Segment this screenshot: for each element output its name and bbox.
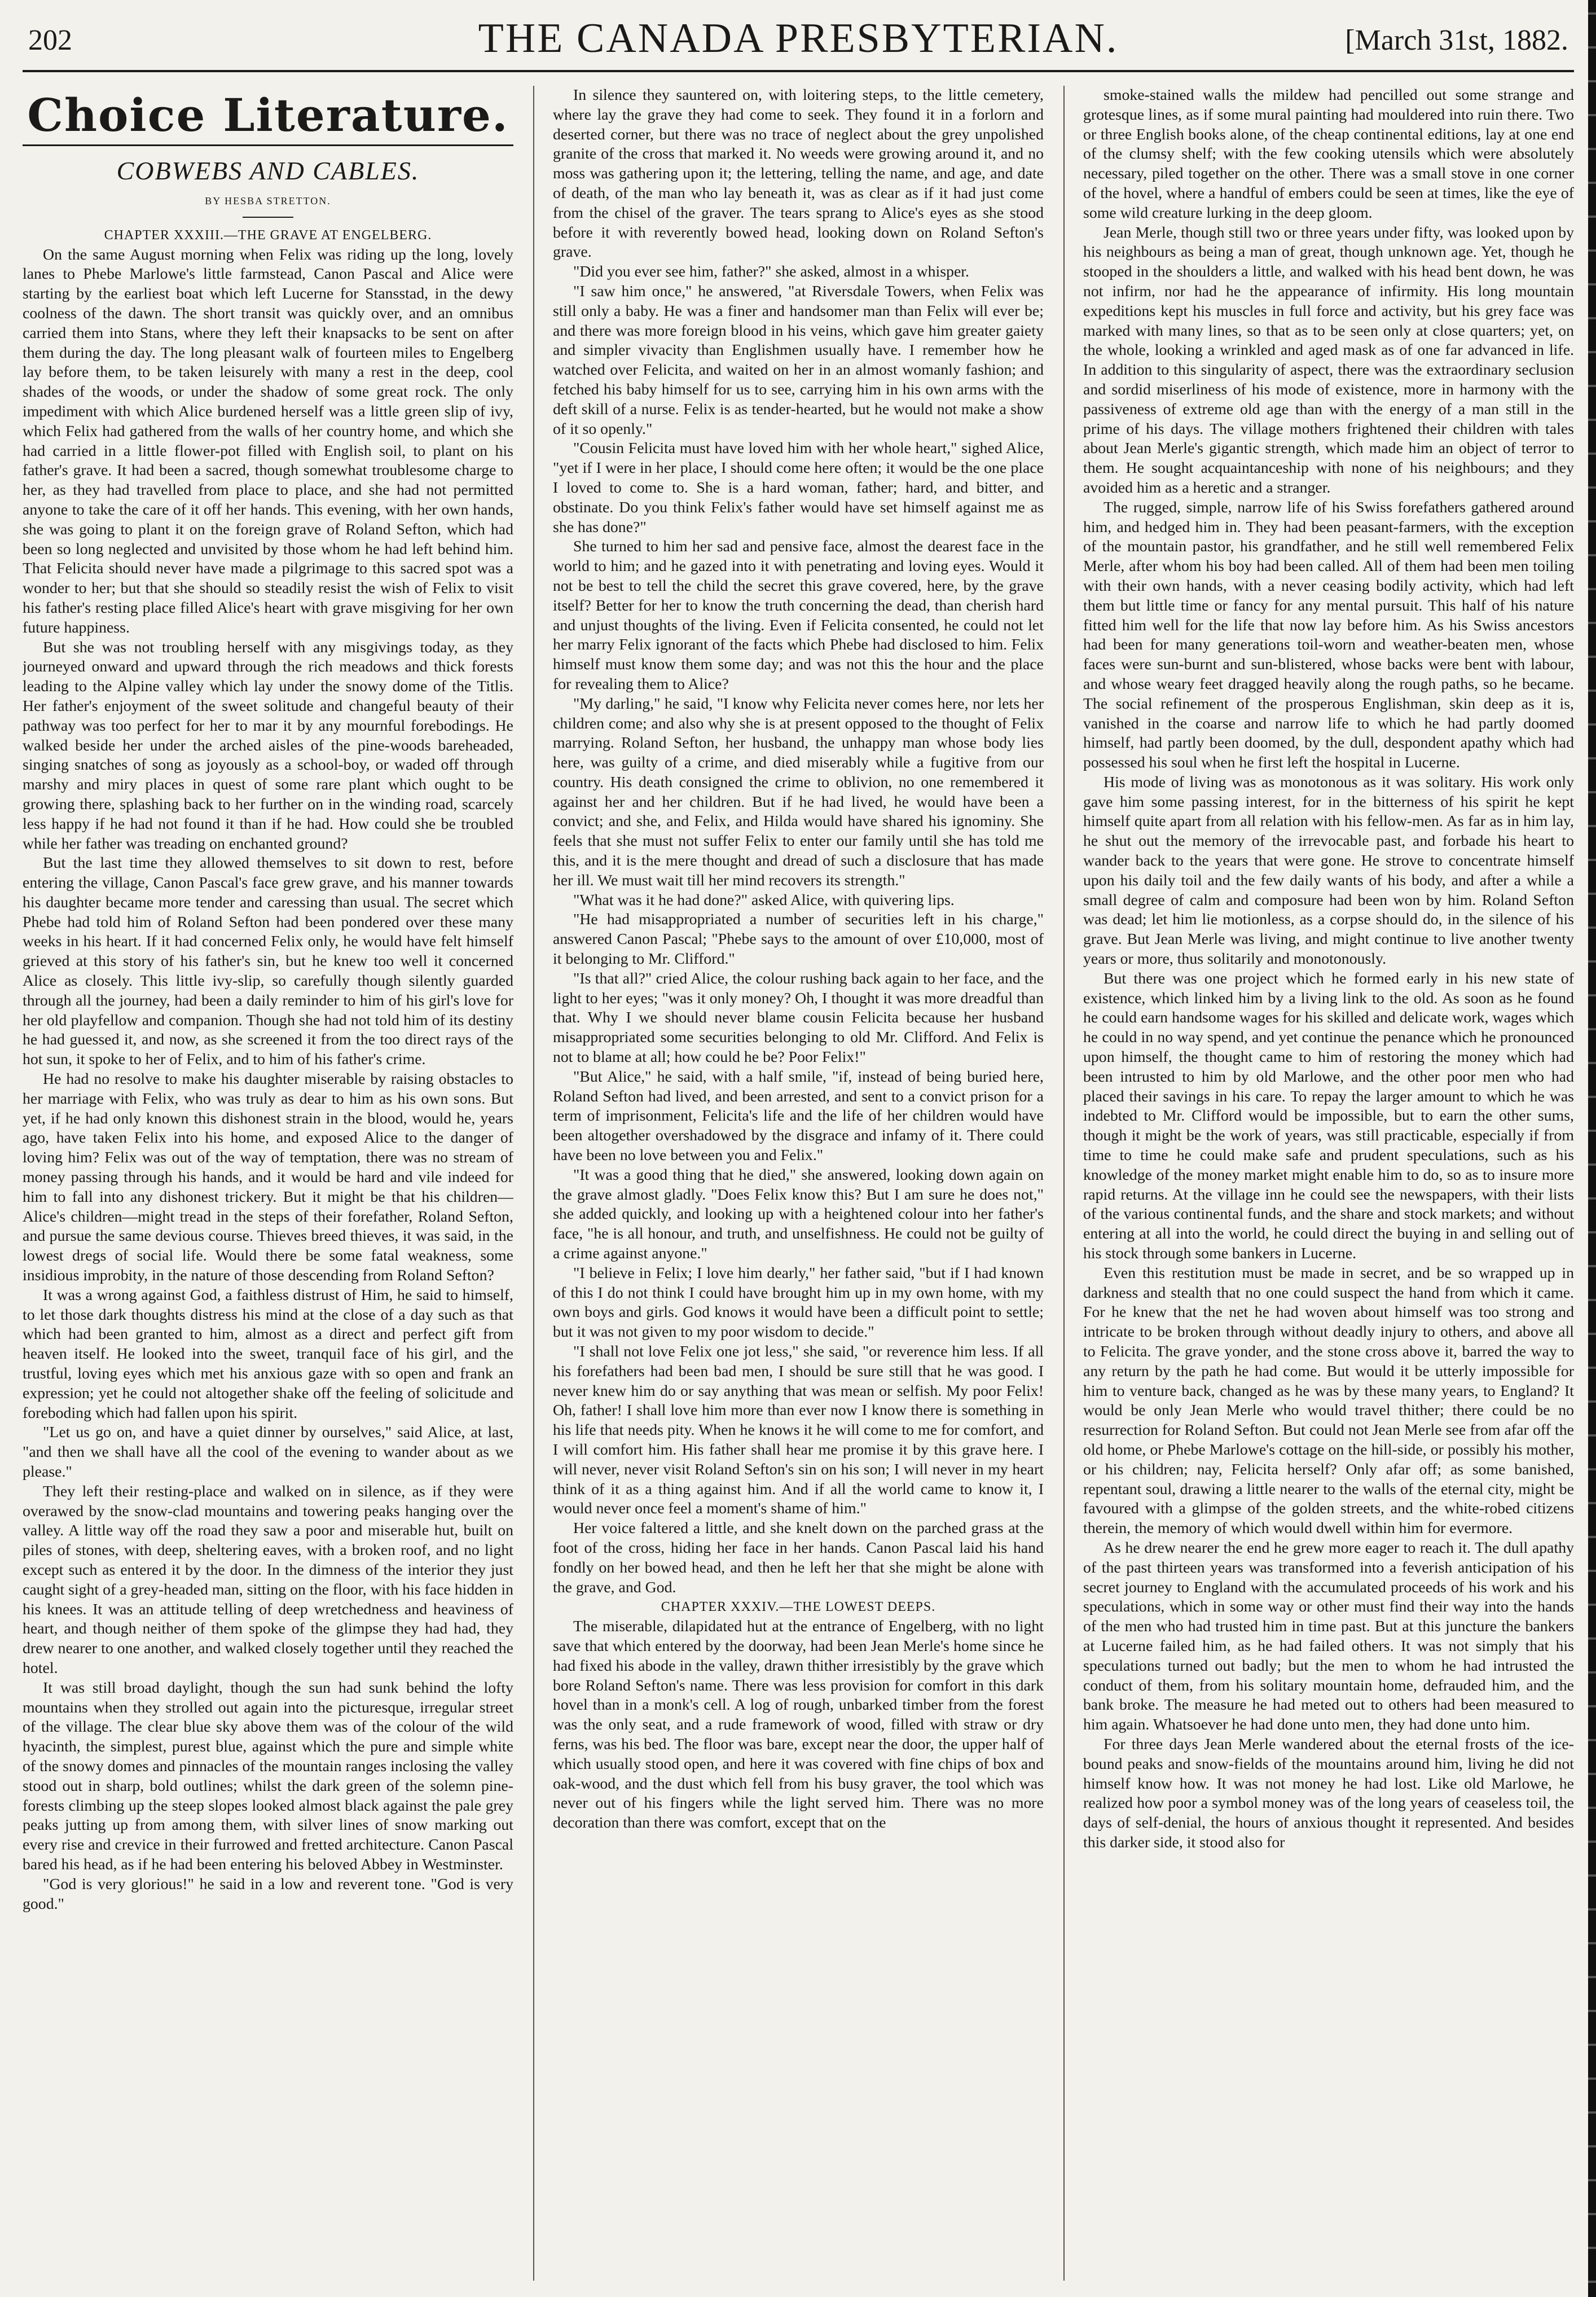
- chapter-heading: CHAPTER XXXIII.—THE GRAVE AT ENGELBERG.: [104, 227, 432, 243]
- paragraph: The rugged, simple, narrow life of his Swiss forefathers gathered around him, and hedged him in. They had been peasant-farmers, with the exception of the mountain pastor, his grandfather, and he still well remembered Felix Merle, after whom his boy had been called. All of them had been men toiling with their own hands, with a never ceasing bodily activity, which had left them but little time or fancy for any mental pursuit. This half of his nature fitted him well for the life that now lay before him. As his Swiss ancestors had been for many generations toil-worn and weather-beaten men, whose faces were sun-burnt and sun-blistered, whose backs were bent with labour, and whose weary feet dragged heavily along the rough paths, so he became. The social refinement of the prosperous Englishman, skin deep as it is, vanished in the coarse and narrow life to which he had partly doomed himself, had partly been doomed, by the dull, despondent apathy which had possessed his soul when he first left the hospital in Lucerne.: [1083, 498, 1574, 772]
- paragraph: Even this restitution must be made in secret, and be so wrapped up in darkness and stealth that no one could suspect the hand from which it came. For he knew that the net he had woven about himself was too strong and intricate to be broken through without deadly injury to others, and above all to Felicita. The grave yonder, and the stone cross above it, barred the way to any return by the path he had come. But would it be utterly impossible for him to venture back, changed as he was by these many years, to England? It would be only Jean Merle who would travel thither; there could be no resurrection for Roland Sefton. But could not Jean Merle see from afar off the old home, or Phebe Marlowe's cottage on the hill-side, or possibly his mother, or his children; nay, Felicita herself? Only afar off; as some banished, repentant soul, drawing a little nearer to the walls of the eternal city, might be favoured with a glimpse of the golden streets, and the white-robed citizens therein, the memory of which would dwell within him for evermore.: [1083, 1264, 1574, 1538]
- column-2: [553, 86, 1044, 2281]
- column-3: [1083, 86, 1574, 2281]
- masthead: [23, 11, 1574, 72]
- paragraph: For three days Jean Merle wandered about the eternal frosts of the ice-bound peaks and snow-fields of the mountains around him, living he did not himself know how. It was not money he had lost. Like old Marlowe, he realized how poor a symbol money was of the long years of ceaseless toil, the days of self-denial, the hours of anxious thought it represented. And besides this darker side, it stood also for: [1083, 1735, 1574, 1851]
- paragraph: "It was a good thing that he died," she answered, looking down again on the grave almost gladly. "Does Felix know this? But I am sure he does not," she added quickly, and looking up with a heightened colour into her father's face, "he is all honour, and truth, and unselfishness. He could not be guilty of a crime against anyone.": [553, 1166, 1044, 1263]
- paragraph: "Cousin Felicita must have loved him with her whole heart," sighed Alice, "yet if I were in her place, I should come here often; it would be the one place I loved to come to. She is a hard woman, father; hard, and bitter, and obstinate. Do you think Felix's father would have set himself against me as she has done?": [553, 440, 1044, 536]
- paragraph: "Is that all?" cried Alice, the colour rushing back again to her face, and the light to her eyes; "was it only money? Oh, I thought it was more dreadful than that. Why I we should never blame cousin Felicita because her husband misappropriated some securities belonging to old Mr. Clifford. And Felix is not to blame at all; how could he be? Poor Felix!": [553, 969, 1044, 1066]
- paragraph: As he drew nearer the end he grew more eager to reach it. The dull apathy of the past thirteen years was transformed into a feverish anticipation of his secret journey to England with the accumulated proceeds of his work and his speculations, which in some way or other must find their way into the hands of the men who had trusted him in time past. But at this juncture the bankers at Lucerne failed him, as he had failed others. It was not simply that his speculations turned out badly; but the men to whom he had intrusted the conduct of them, from his solitary mountain home, defrauded him, and the bank broke. The measure he had meted out to others had been measured to him again. Whatsoever he had done unto men, they had done unto him.: [1083, 1539, 1574, 1734]
- paragraph: In silence they sauntered on, with loitering steps, to the little cemetery, where lay the grave they had come to seek. They found it in a forlorn and deserted corner, but there was no trace of neglect about the grey unpolished granite of the cross that marked it. No weeds were growing around it, and no moss was gathering upon it; the lettering, telling the name, and age, and date of death, of the man who lay beneath it, was as clear as if it had just come from the chisel of the graver. The tears sprang to Alice's eyes as she stood before it with reverently bowed head, looking down on Roland Sefton's grave.: [553, 86, 1044, 261]
- column-1: [23, 86, 513, 2281]
- divider: [243, 217, 293, 218]
- newspaper-page: [23, 11, 1574, 2285]
- paragraph: "I shall not love Felix one jot less," she said, "or reverence him less. If all his forefathers had been bad men, I should be sure still that he was good. I never knew him do or say anything that was mean or selfish. My poor Felix! Oh, father! I shall love him more than ever now I know there is something in his life that needs pity. When he knows it he will come to me for comfort, and I will comfort him. His father shall hear me promise it by this grave here. I will never, never visit Roland Sefton's sin on his son; I will never in my heart think of it as a thing against him. And if all the world came to know it, I would never once feel a moment's shame of him.": [553, 1343, 1044, 1518]
- paragraph: But there was one project which he formed early in his new state of existence, which linked him by a living link to the old. As soon as he found he could earn handsome wages for his skilled and delicate work, wages which he could in no way spend, and yet continue the penance which he pronounced upon himself, the thought came to him of restoring the money which had been intrusted to him by old Marlowe, and the other poor men who had placed their savings in his care. To repay the larger amount to which he was indebted to Mr. Clifford would be impossible, but to earn the other sums, though it might be the work of years, was still practicable, especially if from time to time he could make safe and prudent speculations, such as his knowledge of the money market might enable him to do, so as to insure more rapid returns. At the village inn he could see the newspapers, with their lists of the various continental funds, and the share and stock markets; and without entering at all into the world, he could direct the buying in and selling out of his stock through some bankers in Lucerne.: [1083, 969, 1574, 1263]
- paragraph: "What was it he had done?" asked Alice, with quivering lips.: [573, 891, 955, 909]
- paragraph: Her voice faltered a little, and she knelt down on the parched grass at the foot of the cross, hiding her face in her hands. Canon Pascal laid his hand fondly on her bowed head, and then he left her that she might be alone with the grave, and God.: [553, 1519, 1044, 1596]
- paragraph: But she was not troubling herself with any misgivings today, as they journeyed onward and upward through the rich meadows and thick forests leading to the Alpine valley which lay under the snowy dome of the Titlis. Her father's enjoyment of the sweet solitude and changeful beauty of their pathway was too perfect for her to mar it by any mournful forebodings. He walked beside her under the arched aisles of the pine-woods bareheaded, singing snatches of song as joyously as a school-boy, or waded off through marshy and miry places in quest of some rare plant which ought to be growing there, splashing back to her further on in the winding road, scarcely less happy if he had not found it than if he had. How could she be troubled while her father was treading on enchanted ground?: [23, 638, 513, 853]
- paragraph: Jean Merle, though still two or three years under fifty, was looked upon by his neighbours as being a man of great, though unknown age. Yet, though he stooped in the shoulders a little, and walked with his head bent down, he was not infirm, nor had he the appearance of infirmity. His long mountain expeditions kept his muscles in full force and activity, but his grey face was marked with many lines, so that as to be seen only at close quarters; yet, on the whole, looking a wrinkled and aged mask as of one far advanced in life. In addition to this singularity of aspect, there was the extraordinary seclusion and sordid miserliness of his mode of existence, more in harmony with the passiveness of extreme old age than with the energy of a man still in the prime of his days. The village mothers frightened their children with tales about Jean Merle's gigantic strength, which made him an object of terror to them. He sought acquaintanceship with none of his neighbours; and they avoided him as a heretic and a stranger.: [1083, 223, 1574, 497]
- paragraph: She turned to him her sad and pensive face, almost the dearest face in the world to him; and he gazed into it with penetrating and loving eyes. Would it not be best to tell the child the secret this grave covered, here, by the grave itself? Better for her to know the truth concerning the dead, than cherish hard and unjust thoughts of the living. Even if Felicita consented, he could not let her marry Felix ignorant of the facts which Phebe had disclosed to him. Felix himself must know them some day; and was not this the hour and the place for revealing them to Alice?: [553, 538, 1044, 693]
- paragraph: They left their resting-place and walked on in silence, as if they were overawed by the snow-clad mountains and towering peaks hanging over the valley. A little way off the road they saw a poor and miserable hut, built on piles of stones, with deep, sheltering eaves, with a broken roof, and no light except such as entered it by the door. In the dimness of the interior they just caught sight of a grey-headed man, sitting on the floor, with his face hidden in his knees. It was an attitude telling of deep wretchedness and heaviness of heart, and though neither of them spoke of the glimpse they had had, they drew nearer to one another, and walked closely together until they reached the hotel.: [23, 1482, 513, 1677]
- chapter-heading: CHAPTER XXXIV.—THE LOWEST DEEPS.: [661, 1600, 936, 1615]
- column-divider: [1063, 86, 1065, 2281]
- issue-date: [March 31st, 1882.: [1345, 24, 1568, 56]
- paragraph: "I believe in Felix; I love him dearly," her father said, "but if I had known of this I do not think I could have brought him up in my own home, with my own boys and girls. God knows it would have been a difficult point to settle; but it was not given to my poor wisdom to decide.": [553, 1264, 1044, 1341]
- newspaper-title: THE CANADA PRESBYTERIAN.: [478, 15, 1119, 62]
- column-divider: [533, 86, 534, 2281]
- story-title: COBWEBS AND CABLES.: [116, 156, 420, 185]
- paragraph: smoke-stained walls the mildew had pencilled out some strange and grotesque lines, as if some mural painting had mouldered into ruin there. Two or three English books alone, of the cheap continental editions, lay at one end of the clumsy shelf; with the few cooking utensils which were absolutely necessary, piled together on the other. There was a small stove in one corner of the hovel, where a handful of embers could be seen at times, like the eye of some wild creature lurking in the deep gloom.: [1083, 86, 1574, 222]
- paragraph: He had no resolve to make his daughter miserable by raising obstacles to her marriage with Felix, who was truly as dear to him as his own sons. But yet, if he had only known this dishonest strain in the blood, would he, years ago, have taken Felix into his home, and exposed Alice to the danger of loving him? Felix was out of the way of temptation, there was no stream of money passing through his hands, and it would be hard and vile indeed for him to fall into any dishonest trickery. But it might be that his children—Alice's children—might tread in the steps of their forefather, Roland Sefton, and pursue the same devious course. Thieves breed thieves, it was said, in the lowest dregs of social life. Would there be some fatal weakness, some insidious improbity, in the nature of those descending from Roland Sefton?: [23, 1070, 513, 1285]
- section-heading: Choice Literature.: [23, 88, 513, 146]
- paragraph: It was still broad daylight, though the sun had sunk behind the lofty mountains when they strolled out again into the picturesque, irregular street of the village. The clear blue sky above them was of the colour of the wild hyacinth, the simplest, purest blue, against which the pure and simple white of the snowy domes and pinnacles of the mountain ranges inclosing the valley stood out in sharp, bold outlines; whilst the dark green of the solemn pine-forests climbing up the steep slopes looked almost black against the pale grey peaks jutting up from among them, with silver lines of snow marking out every rise and crevice in their furrowed and fretted architecture. Canon Pascal bared his head, as if he had been entering his beloved Abbey in Westminster.: [23, 1679, 513, 1873]
- paragraph: "Did you ever see him, father?" she asked, almost in a whisper.: [573, 263, 969, 281]
- paragraph: It was a wrong against God, a faithless distrust of Him, he said to himself, to let those dark thoughts distress his mind at the close of a day such as that which had been granted to him, almost as a direct and perfect gift from heaven itself. He looked into the sweet, tranquil face of his girl, and the trustful, loving eyes which met his anxious gaze with so open and frank an expression; yet he could not altogether shake off the feeling of solicitude and foreboding which had fallen upon his spirit.: [23, 1286, 513, 1422]
- paragraph: But the last time they allowed themselves to sit down to rest, before entering the village, Canon Pascal's face grew grave, and his manner towards his daughter became more tender and caressing than usual. The secret which Phebe had told him of Roland Sefton had been pondered over these many weeks in his heart. If it had concerned Felix only, he would have felt himself grieved at this story of his father's sin, but he knew too well it concerned Alice as closely. This little ivy-slip, so carefully though silently guarded through all the journey, had been a daily reminder to him of his girl's love for her old playfellow and companion. Though she had not told him of its destiny he had guessed it, and now, as she screened it from the too direct rays of the hot sun, it spoke to her of Felix, and to him of his father's crime.: [23, 854, 513, 1069]
- paragraph: "My darling," he said, "I know why Felicita never comes here, nor lets her children come; and also why she is at present opposed to the thought of Felix marrying. Roland Sefton, her husband, the unhappy man whose body lies here, was guilty of a crime, and died miserably while a fugitive from our country. His death consigned the crime to oblivion, no one remembered it against her and her children. But if he had lived, he would have been a convict; and she, and Felix, and Hilda would have shared his ignominy. She feels that she must not suffer Felix to enter our family until she has told me this, and it is the mere thought and dread of such a disclosure that has made her ill. We must wait till her mind recovers its strength.": [553, 695, 1044, 889]
- paragraph: "God is very glorious!" he said in a low and reverent tone. "God is very good.": [23, 1875, 513, 1913]
- article-columns: [23, 86, 1574, 2281]
- paragraph: The miserable, dilapidated hut at the entrance of Engelberg, with no light save that which entered by the doorway, had been Jean Merle's home since he had fixed his abode in the valley, drawn thither irresistibly by the grave which bore Roland Sefton's name. There was less provision for comfort in this dark hovel than in a monk's cell. A log of rough, unbarked timber from the forest was the only seat, and a rude framework of wood, filled with straw or dry ferns, was his bed. The floor was bare, except near the door, the upper half of which usually stood open, and here it was covered with fine chips of box and oak-wood, and the dust which fell from his busy graver, the tool which was never out of his fingers while the light served him. There was no more decoration than there was comfort, except that on the: [553, 1618, 1044, 1832]
- paragraph: "I saw him once," he answered, "at Riversdale Towers, when Felix was still only a baby. He was a finer and handsomer man than Felix will ever be; and there was more foreign blood in his veins, which gave him greater gaiety and simpler vivacity than Englishmen usually have. I remember how he watched over Felicita, and waited on her in an almost womanly fashion; and fetched his baby himself for us to see, carrying him in his own arms with the deft skill of a nurse. Felix is as tender-hearted, but he would not make a show of it so openly.": [553, 282, 1044, 438]
- paragraph: On the same August morning when Felix was riding up the long, lovely lanes to Phebe Marlowe's little farmstead, Canon Pascal and Alice were starting by the earliest boat which left Lucerne for Stansstad, in the dewy coolness of the dawn. The short transit was quickly over, and an omnibus carried them into Stans, where they left their knapsacks to be sent on after them during the day. The long pleasant walk of fourteen miles to Engelberg lay before them, to be taken leisurely with many a rest in the deep, cool shades of the woods, or under the shadow of some great rock. The only impediment with which Alice burdened herself was a little green slip of ivy, which Felix had gathered from the walls of her country home, and which she had carried in a little flower-pot filled with English soil, to plant on his father's grave. It had been a sacred, though somewhat troublesome charge to her, as they had travelled from place to place, and she had not permitted anyone to take the care of it off her hands. This evening, with her own hands, she was going to plant it on the foreign grave of Roland Sefton, which had been so long neglected and unvisited by those whom he had left behind him. That Felicita should never have made a pilgrimage to this sacred spot was a wonder to her; but that she should so steadily resist the wish of Felix to visit his father's resting place filled Alice's heart with grave misgiving for her own future happiness.: [23, 245, 513, 636]
- page-number: 202: [28, 24, 72, 56]
- byline: BY HESBA STRETTON.: [205, 195, 331, 207]
- paragraph: His mode of living was as monotonous as it was solitary. His work only gave him some passing interest, for in the bitterness of his spirit he kept himself quite apart from all relation with his fellow-men. As far as in him lay, he shut out the memory of the irrevocable past, and forbade his heart to wander back to the years that were gone. He strove to concentrate himself upon his daily toil and the few daily wants of his body, and after a while a small degree of calm and composure had been won by him. Roland Sefton was dead; let him lie motionless, as a corpse should do, in the silence of his grave. But Jean Merle was living, and might continue to live another twenty years or more, thus solitarily and monotonously.: [1083, 773, 1574, 968]
- paragraph: "But Alice," he said, with a half smile, "if, instead of being buried here, Roland Sefton had lived, and been arrested, and sent to a convict prison for a term of imprisonment, Felicita's life and the life of her children would have been altogether overshadowed by the disgrace and infamy of it. There could have been no love between you and Felix.": [553, 1068, 1044, 1165]
- scan-edge: [1588, 0, 1596, 2297]
- paragraph: "Let us go on, and have a quiet dinner by ourselves," said Alice, at last, "and then we shall have all the cool of the evening to wander about as we please.": [23, 1424, 513, 1481]
- paragraph: "He had misappropriated a number of securities left in his charge," answered Canon Pascal; "Phebe says to the amount of over £10,000, most of it belonging to Mr. Clifford.": [553, 911, 1044, 968]
